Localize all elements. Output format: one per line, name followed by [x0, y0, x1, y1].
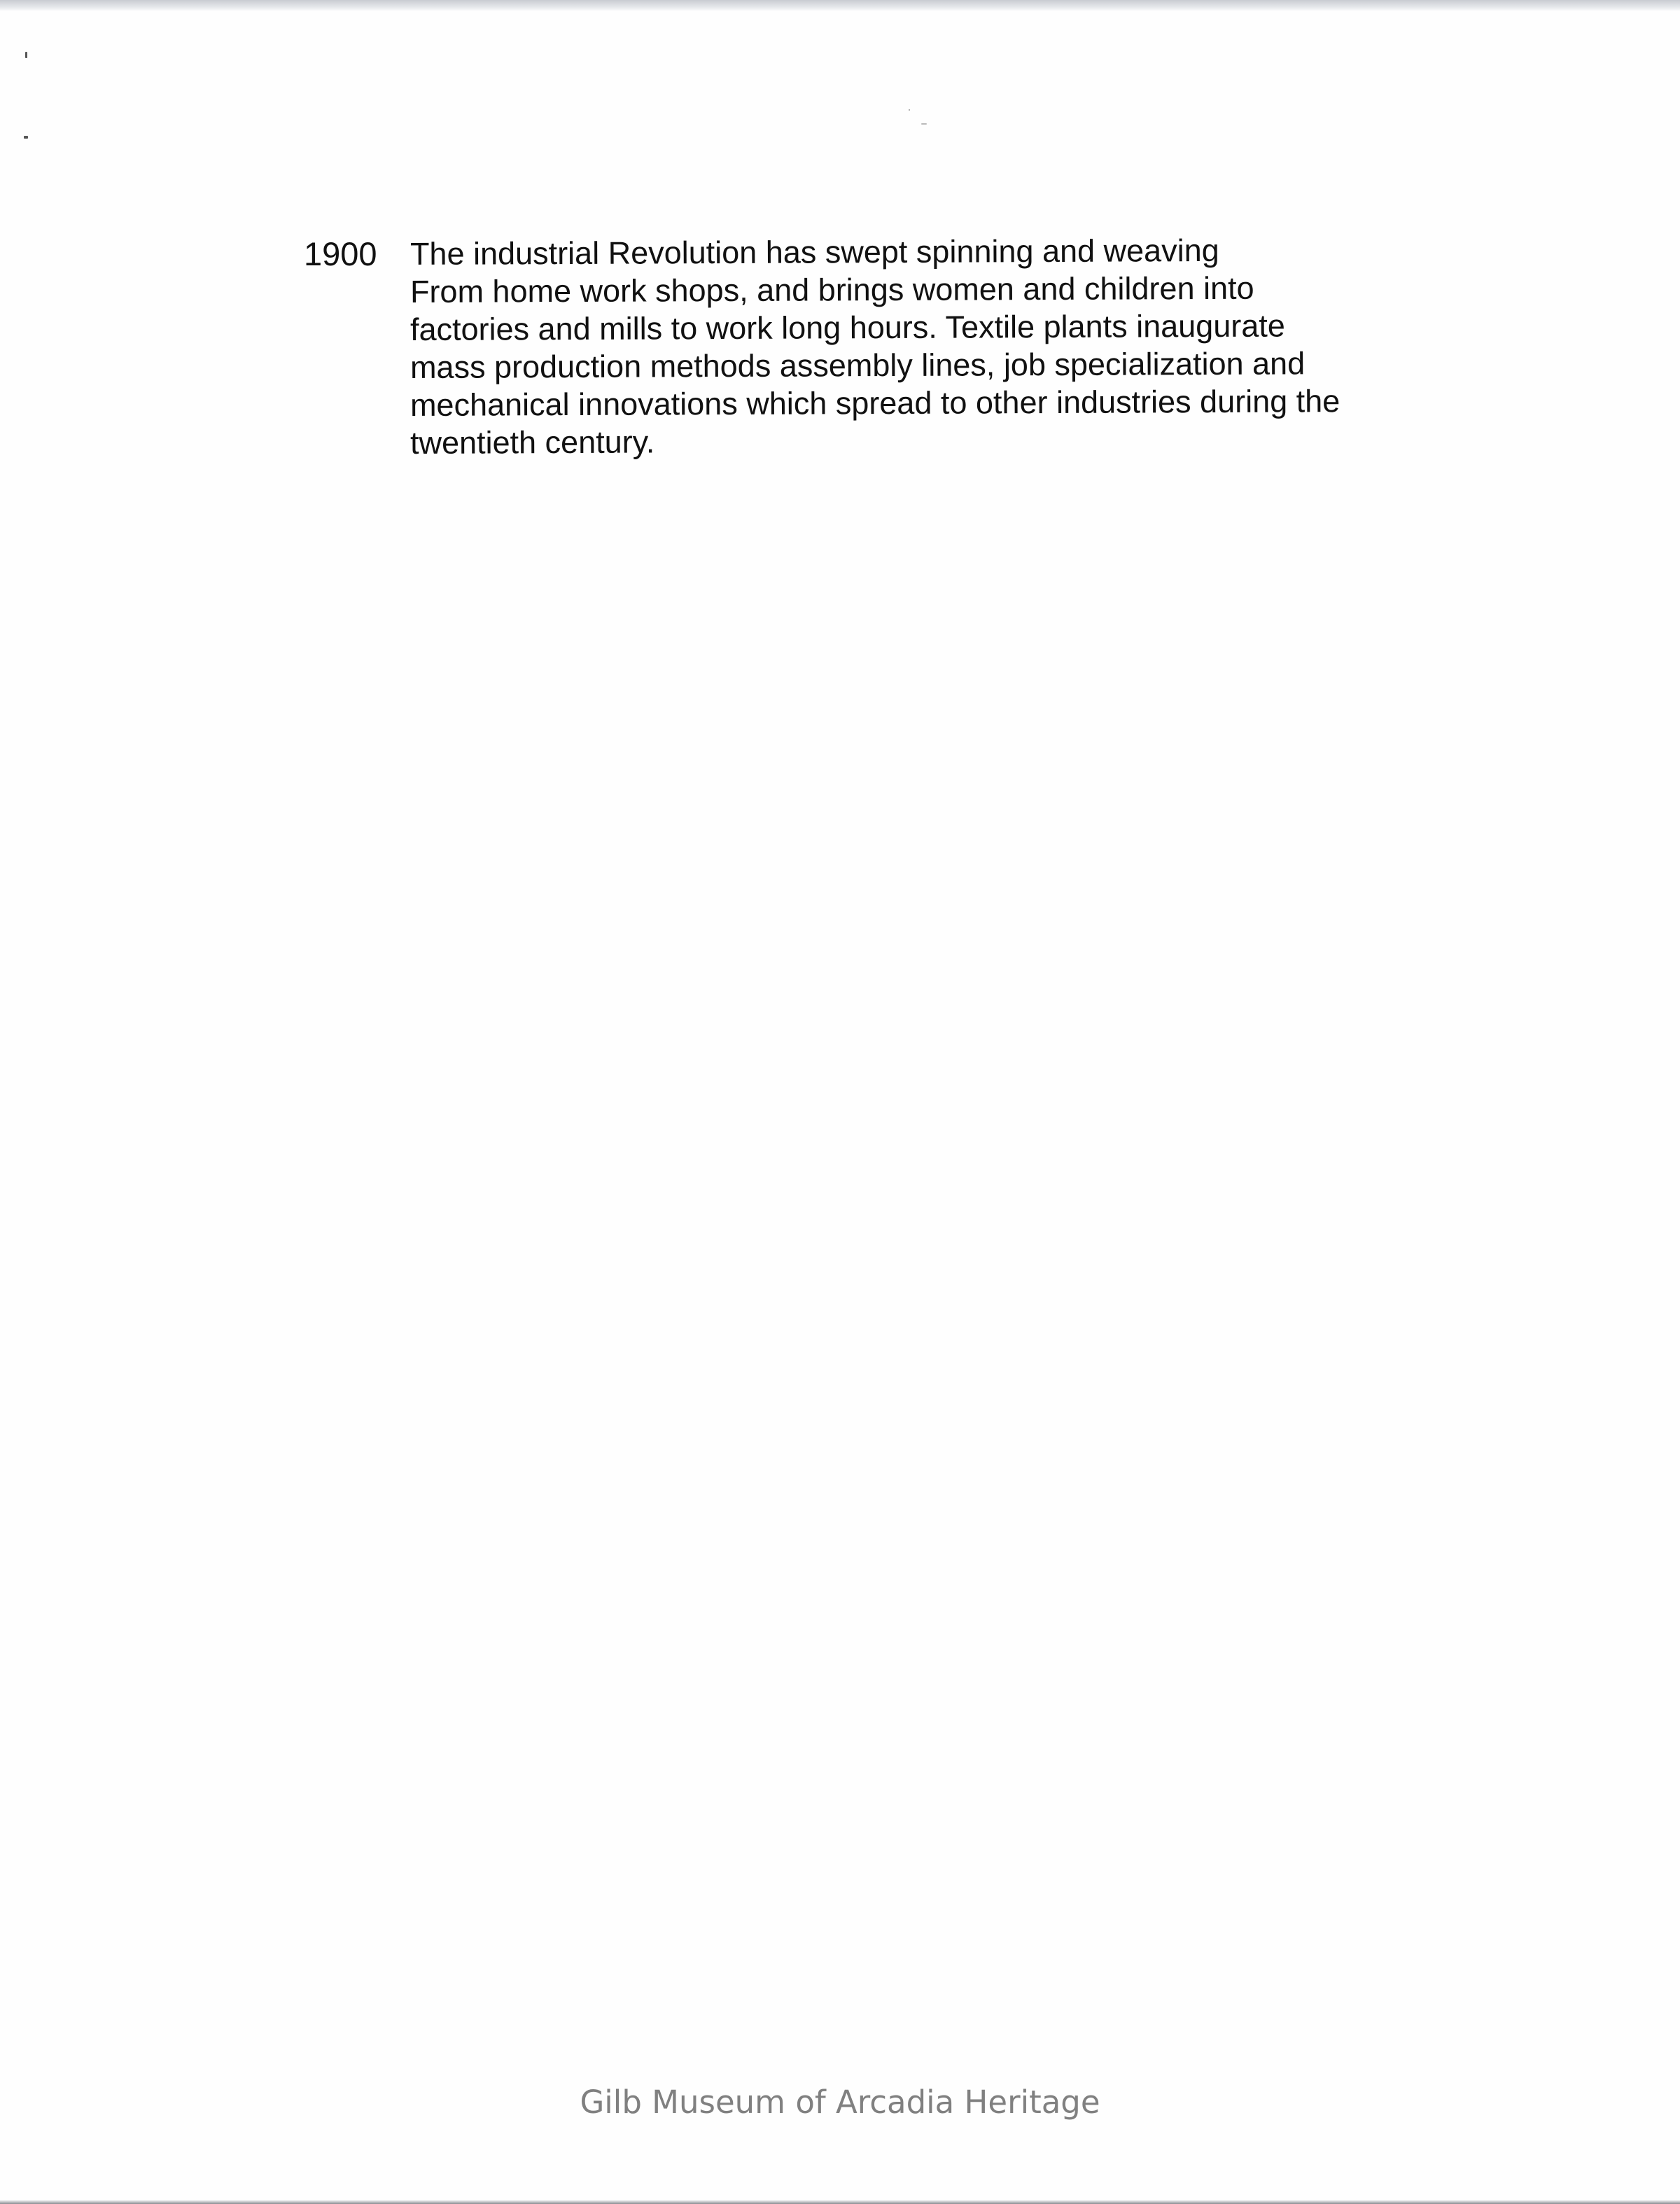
- scan-speck: [25, 52, 27, 58]
- scan-speck: [921, 123, 927, 125]
- scan-top-edge: [0, 0, 1680, 11]
- entry-line: factories and mills to work long hours. Textile plants inaugurate: [410, 307, 1285, 347]
- scan-speck: [909, 109, 910, 111]
- scan-speck: [24, 136, 28, 139]
- entry-text: [410, 232, 1340, 462]
- museum-watermark: Gilb Museum of Arcadia Heritage: [580, 2084, 1100, 2121]
- entry-line: mechanical innovations which spread to other industries during the: [410, 383, 1340, 423]
- entry-line: The industrial Revolution has swept spinning and weaving: [410, 232, 1219, 272]
- scan-bottom-edge: [0, 2200, 1680, 2204]
- entry-line: From home work shops, and brings women and children into: [410, 270, 1254, 309]
- entry-line: twentieth century.: [410, 424, 655, 461]
- entry-year: 1900: [304, 235, 377, 272]
- entry-line: mass production methods assembly lines, job specialization and: [410, 345, 1306, 385]
